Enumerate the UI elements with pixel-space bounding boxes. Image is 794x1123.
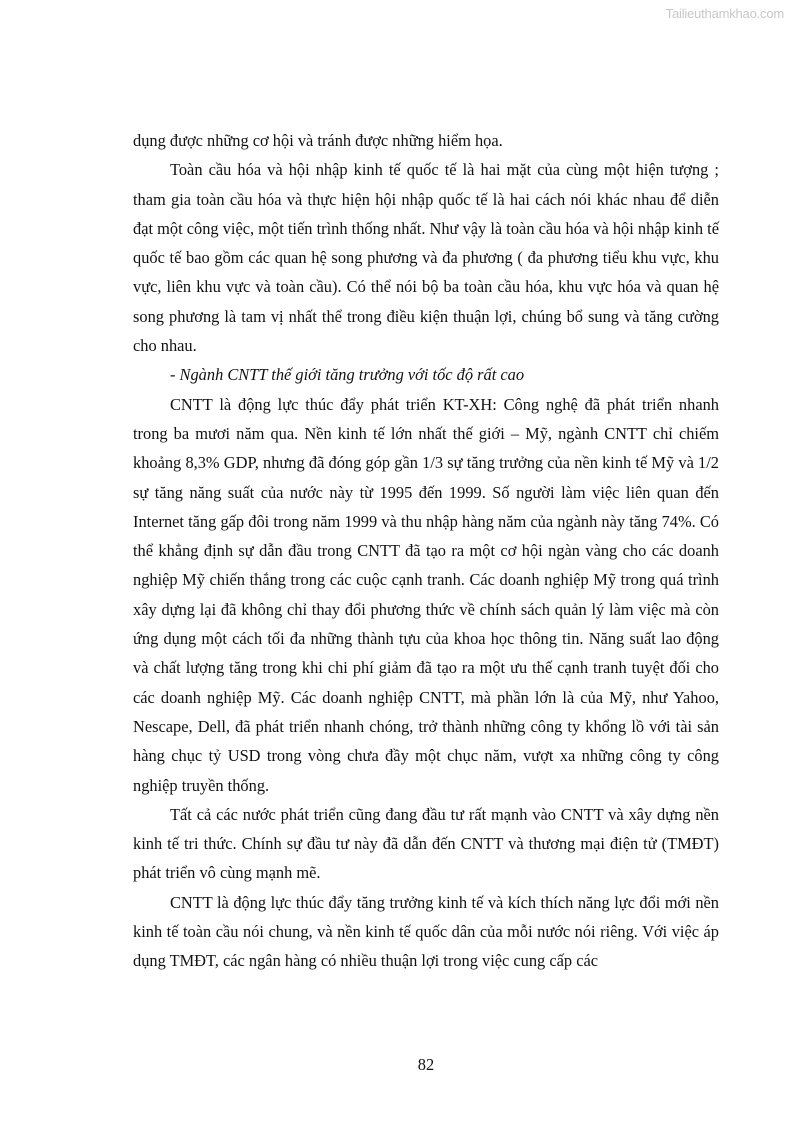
paragraph-globalization: Toàn cầu hóa và hội nhập kinh tế quốc tế là hai mặt của cùng một hiện tượng ; tham gia toàn cầu hóa và thực hiện hội nhập quốc tế là hai cách nói khác nhau để diễn đạt một công việc, một tiến trình thống nhất. Như vậy là toàn cầu hóa và hội nhập kinh tế quốc tế bao gồm các quan hệ song phương và đa phương ( đa phương tiểu khu vực, khu vực, liên khu vực và toàn cầu). Có thể nói bộ ba toàn cầu hóa, khu vực hóa và quan hệ song phương là tam vị nhất thể trong điều kiện thuận lợi, chúng bổ sung và tăng cường cho nhau. bbox=[133, 160, 719, 356]
page-number: 82 bbox=[417, 1055, 435, 1074]
page-body bbox=[133, 126, 719, 976]
paragraph-continuation: dụng được những cơ hội và tránh được những hiểm họa. bbox=[133, 131, 503, 150]
section-heading-it-growth: - Ngành CNTT thế giới tăng trưởng với tốc độ rất cao bbox=[170, 365, 525, 385]
paragraph-developed-countries: Tất cả các nước phát triển cũng đang đầu tư rất mạnh vào CNTT và xây dựng nền kinh tế tri thức. Chính sự đầu tư này đã dẫn đến CNTT và thương mại điện tử (TMĐT) phát triển vô cùng mạnh mẽ. bbox=[133, 804, 719, 883]
watermark: Tailieuthamkhao.com bbox=[665, 6, 784, 21]
paragraph-it-driver: CNTT là động lực thúc đẩy phát triển KT-XH: Công nghệ đã phát triển nhanh trong ba mươi năm qua. Nền kinh tế lớn nhất thế giới – Mỹ, ngành CNTT chỉ chiếm khoảng 8,3% GDP, nhưng đã đóng góp gần 1/3 sự tăng trưởng của nền kinh tế Mỹ và 1/2 sự tăng năng suất của nước này từ 1995 đến 1999. Số người làm việc liên quan đến Internet tăng gấp đôi trong năm 1999 và thu nhập hàng năm của ngành này tăng 74%. Có thể khẳng định sự dẫn đầu trong CNTT đã tạo ra một cơ hội ngàn vàng cho các doanh nghiệp Mỹ chiến thắng trong các cuộc cạnh tranh. Các doanh nghiệp Mỹ trong quá trình xây dựng lại đã không chỉ thay đổi phương thức về chính sách quản lý làm việc mà còn ứng dụng một cách tối đa những thành tựu của khoa học thông tin. Năng suất lao động và chất lượng tăng trong khi chi phí giảm đã tạo ra một ưu thế cạnh tranh tuyệt đối cho các doanh nghiệp Mỹ. Các doanh nghiệp CNTT, mà phần lớn là của Mỹ, như Yahoo, Nescape, Dell, đã phát triển nhanh chóng, trở thành những công ty khổng lồ với tài sản hàng chục tỷ USD trong vòng chưa đầy một chục năm, vượt xa những công ty công nghiệp truyền thống. bbox=[133, 394, 719, 795]
paragraph-it-innovation: CNTT là động lực thúc đẩy tăng trưởng kinh tế và kích thích năng lực đổi mới nền kinh tế toàn cầu nói chung, và nền kinh tế quốc dân của mỗi nước nói riêng. Với việc áp dụng TMĐT, các ngân hàng có nhiều thuận lợi trong việc cung cấp các bbox=[133, 892, 719, 971]
